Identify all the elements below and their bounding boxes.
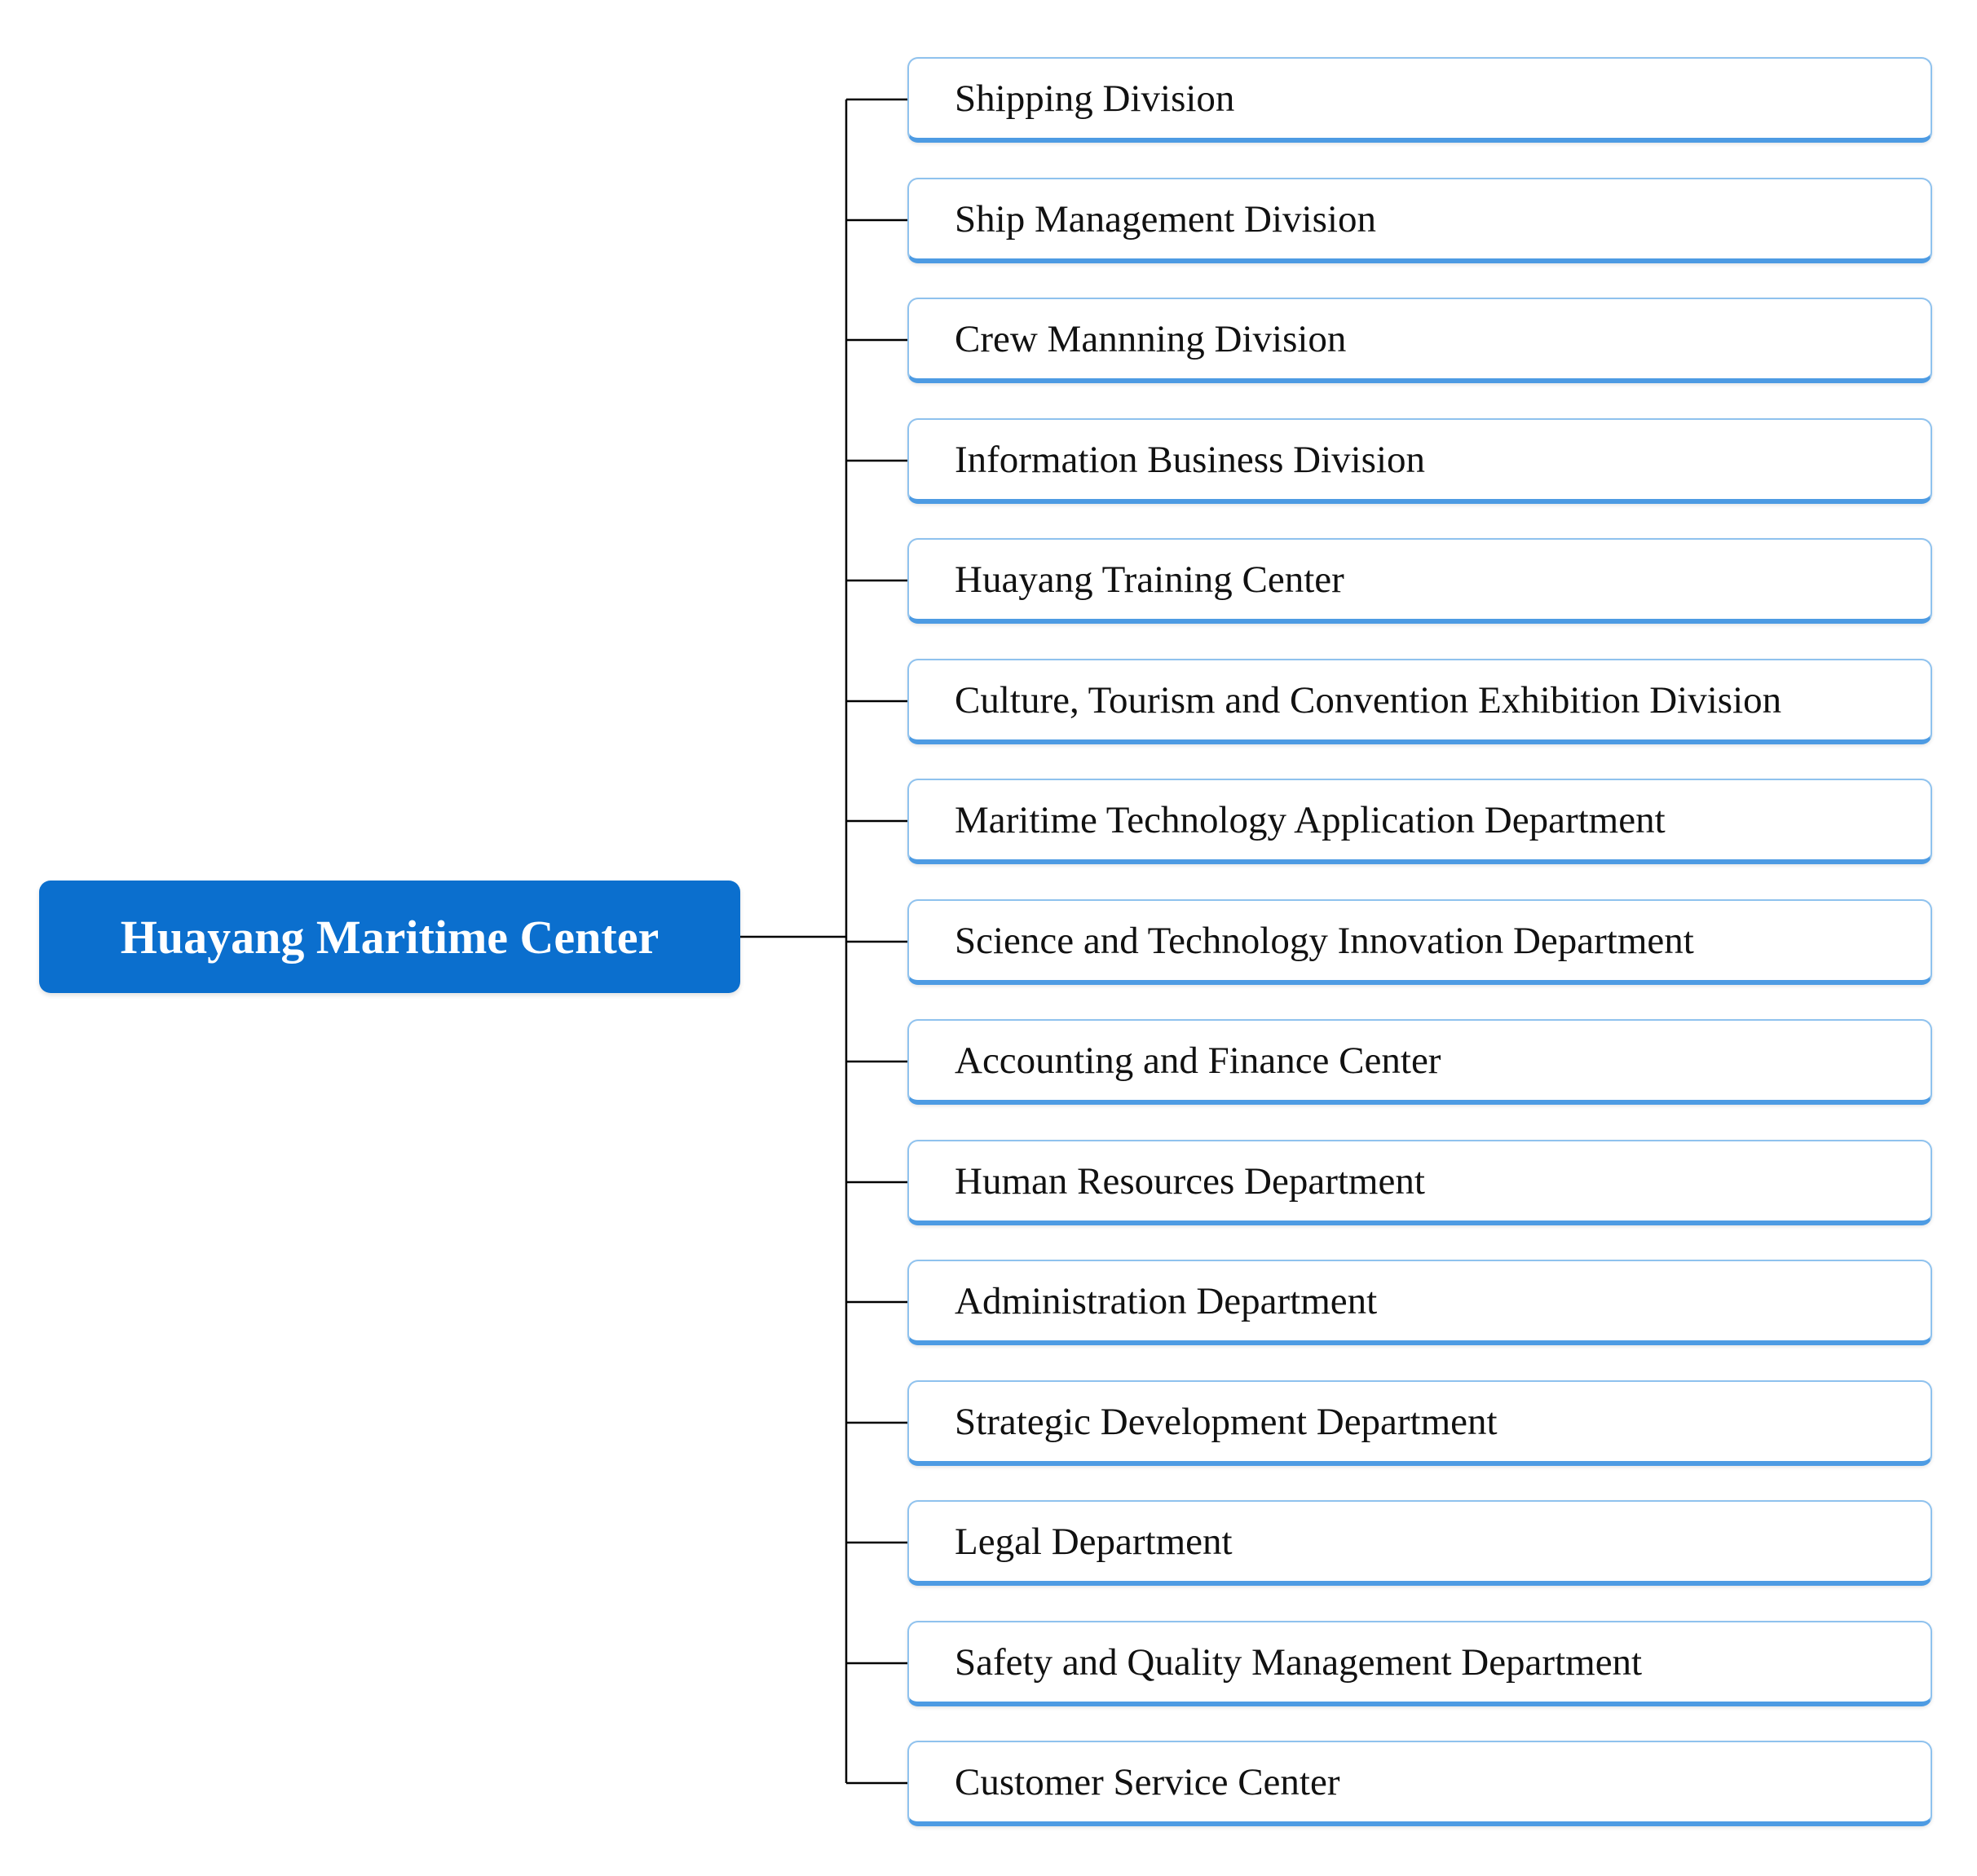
child-node-label: Huayang Training Center	[955, 558, 1344, 601]
child-node-label: Information Business Division	[955, 438, 1426, 481]
child-node[interactable]	[907, 57, 1932, 143]
child-node[interactable]	[907, 1500, 1932, 1586]
child-node[interactable]	[907, 538, 1932, 624]
child-node[interactable]	[907, 298, 1932, 383]
child-node-label: Ship Management Division	[955, 197, 1376, 241]
child-node[interactable]	[907, 779, 1932, 864]
child-node-label: Legal Department	[955, 1520, 1233, 1563]
child-node-label: Science and Technology Innovation Department	[955, 919, 1694, 962]
child-node-label: Strategic Development Department	[955, 1400, 1498, 1443]
child-node[interactable]	[907, 1380, 1932, 1466]
child-node[interactable]	[907, 1741, 1932, 1826]
child-node-label: Administration Department	[955, 1279, 1378, 1322]
root-node-label: Huayang Maritime Center	[120, 910, 660, 964]
child-node[interactable]	[907, 418, 1932, 504]
child-node-label: Safety and Quality Management Department	[955, 1640, 1643, 1684]
child-node[interactable]	[907, 659, 1932, 744]
child-node-label: Human Resources Department	[955, 1159, 1425, 1203]
child-node[interactable]	[907, 178, 1932, 263]
child-node-label: Maritime Technology Application Department	[955, 798, 1666, 841]
child-node-label: Culture, Tourism and Convention Exhibition Division	[955, 678, 1782, 722]
child-node-label: Customer Service Center	[955, 1760, 1340, 1803]
child-node[interactable]	[907, 1621, 1932, 1706]
child-node[interactable]	[907, 1140, 1932, 1225]
child-node[interactable]	[907, 1019, 1932, 1105]
child-node[interactable]	[907, 1260, 1932, 1345]
root-node[interactable]	[39, 881, 740, 993]
child-node-label: Accounting and Finance Center	[955, 1039, 1441, 1082]
child-node-label: Crew Mannning Division	[955, 317, 1347, 360]
child-node[interactable]	[907, 899, 1932, 985]
child-node-label: Shipping Division	[955, 77, 1235, 120]
